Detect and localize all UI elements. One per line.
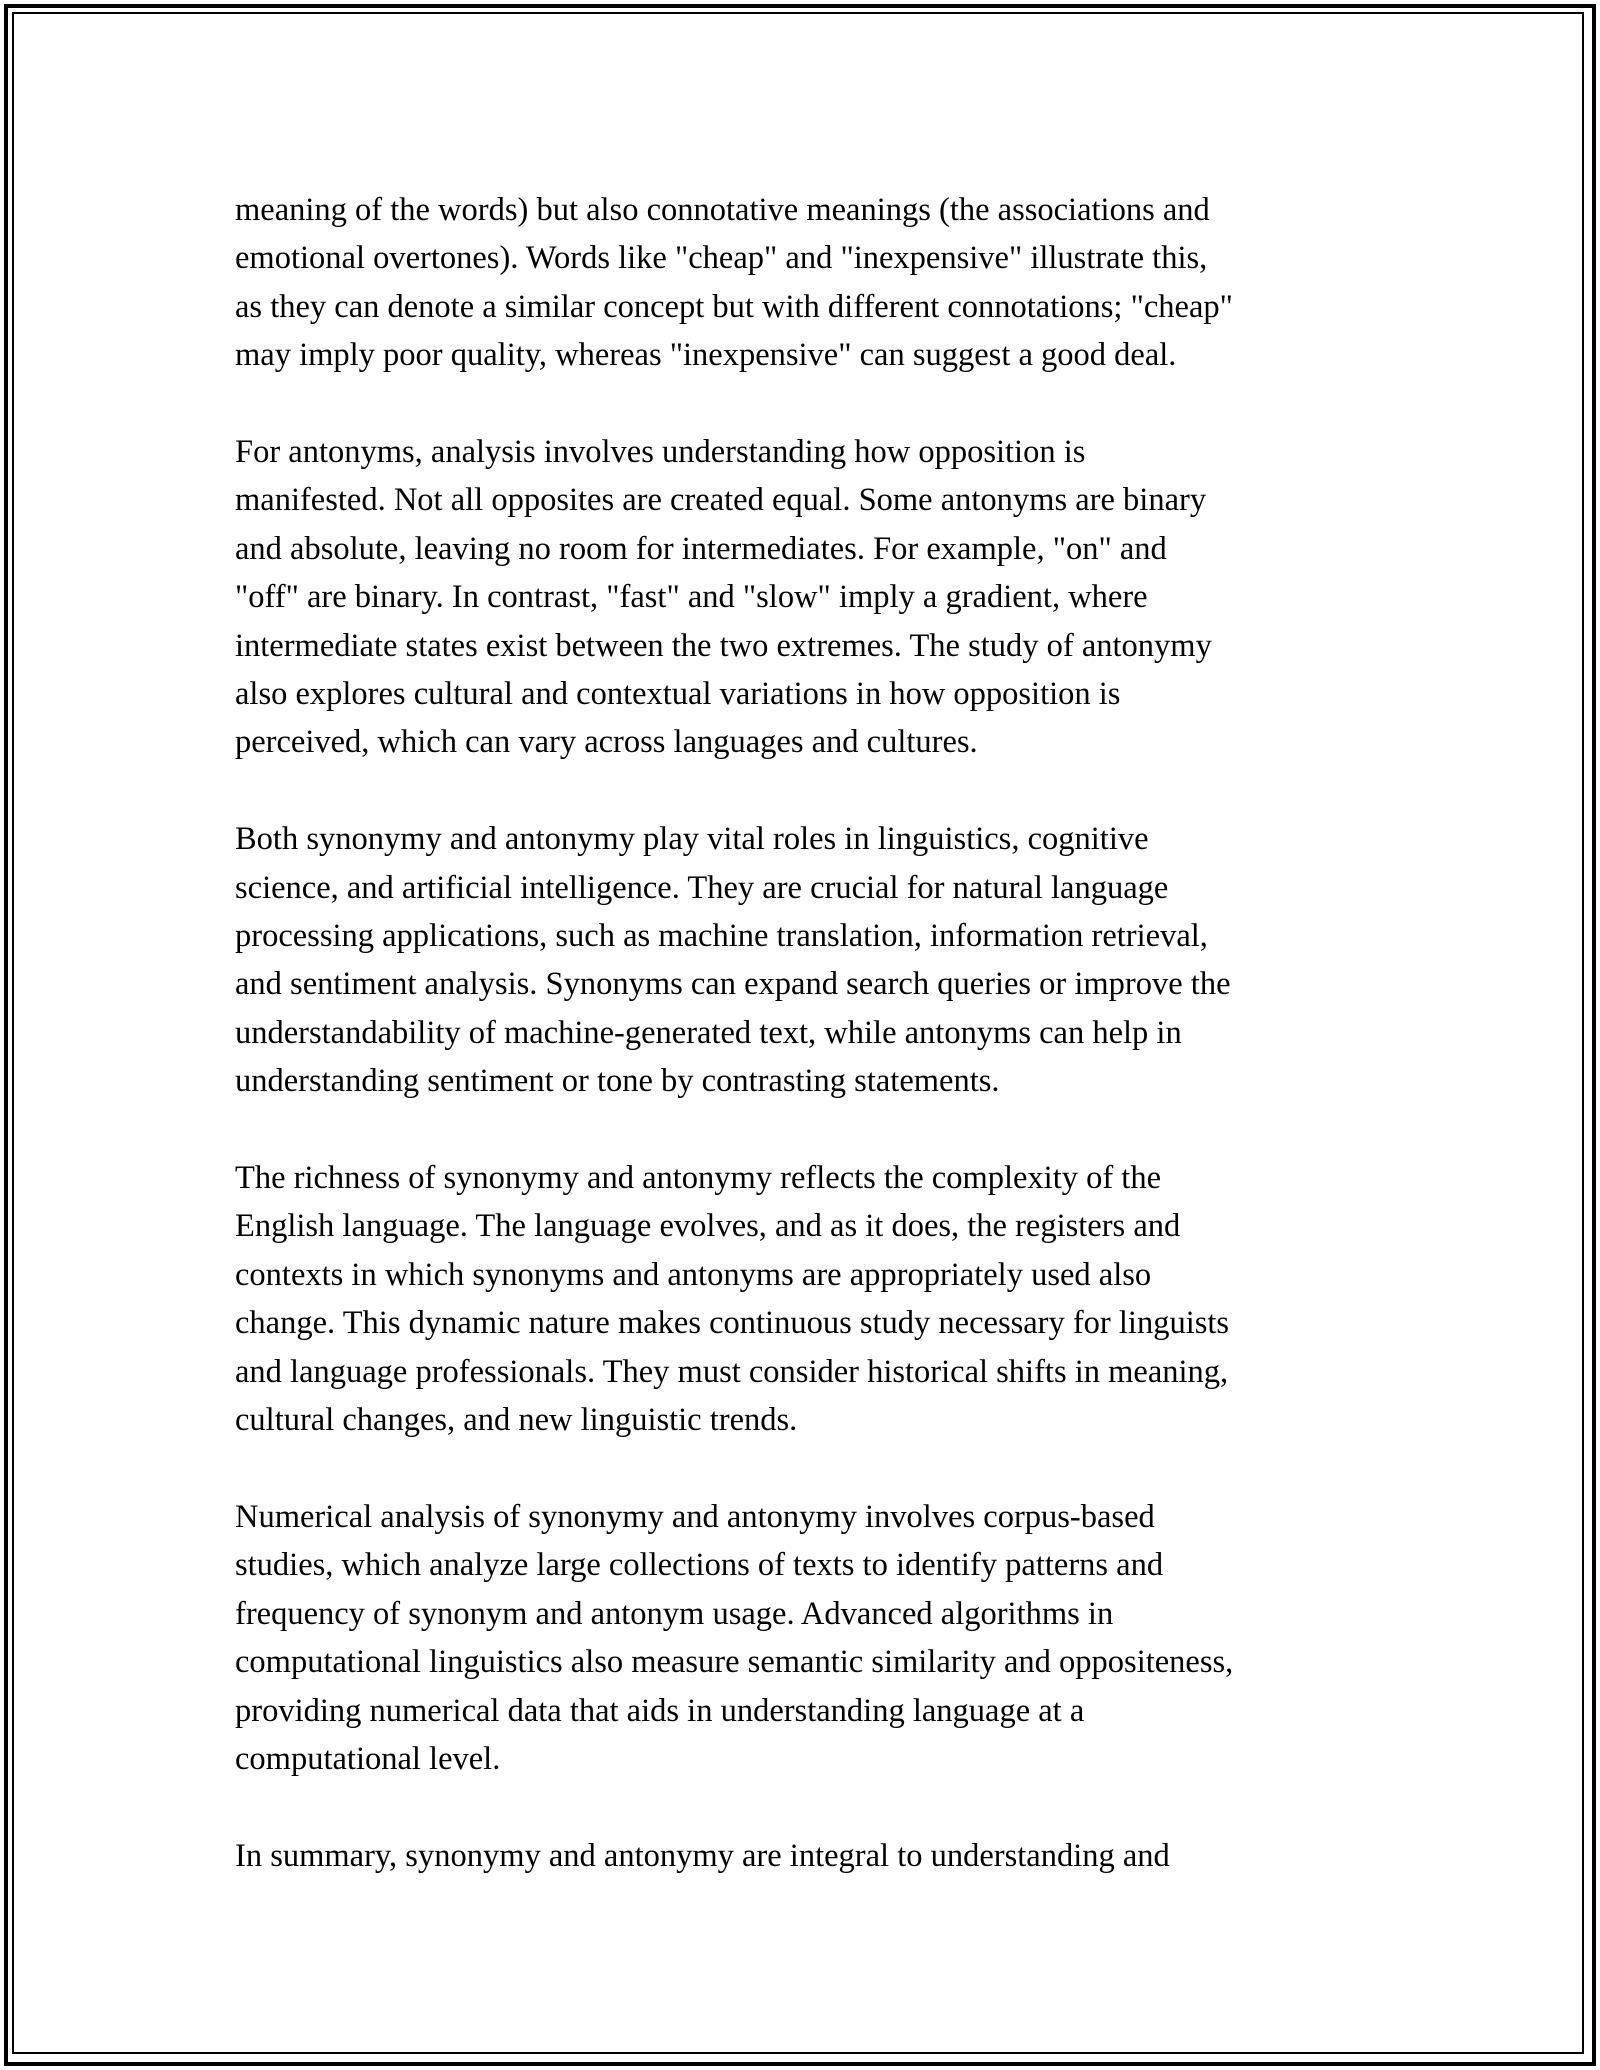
paragraph-numerical-analysis [235,1493,1365,1783]
text-line: The richness of synonymy and antonymy reflects the complexity of the [235,1160,1162,1197]
text-line: change. This dynamic nature makes continuous study necessary for linguists [235,1305,1230,1342]
paragraph-connotation [235,186,1365,380]
text-line: In summary, synonymy and antonymy are integral to understanding and [235,1837,1170,1874]
text-line: emotional overtones). Words like "cheap" and "inexpensive" illustrate this, [235,240,1208,277]
text-line: understanding sentiment or tone by contrasting statements. [235,1063,1000,1100]
text-line: studies, which analyze large collections of texts to identify patterns and [235,1547,1164,1584]
paragraph-summary [235,1832,1365,1880]
text-line: understandability of machine-generated text, while antonyms can help in [235,1014,1182,1051]
text-line: processing applications, such as machine translation, information retrieval, [235,918,1208,955]
document-body [235,186,1365,1929]
text-line: intermediate states exist between the two extremes. The study of antonymy [235,627,1212,664]
text-line: as they can denote a similar concept but with different connotations; "cheap" [235,288,1233,325]
text-line: computational linguistics also measure semantic similarity and oppositeness, [235,1644,1234,1681]
text-line: Both synonymy and antonymy play vital roles in linguistics, cognitive [235,821,1149,858]
text-line: may imply poor quality, whereas "inexpensive" can suggest a good deal. [235,337,1177,374]
text-line: manifested. Not all opposites are created equal. Some antonyms are binary [235,482,1207,519]
text-line: English language. The language evolves, and as it does, the registers and [235,1208,1181,1245]
text-line: frequency of synonym and antonym usage. Advanced algorithms in [235,1595,1114,1632]
text-line: meaning of the words) but also connotative meanings (the associations and [235,192,1210,228]
paragraph-applications [235,815,1365,1105]
text-line: perceived, which can vary across languages and cultures. [235,724,978,761]
text-line: computational level. [235,1740,501,1777]
text-line: and absolute, leaving no room for intermediates. For example, "on" and [235,530,1167,567]
text-line: and language professionals. They must consider historical shifts in meaning, [235,1353,1229,1390]
text-line: also explores cultural and contextual variations in how opposition is [235,676,1121,713]
text-line: "off" are binary. In contrast, "fast" and "slow" imply a gradient, where [235,579,1148,616]
text-line: For antonyms, analysis involves understanding how opposition is [235,434,1086,471]
text-line: Numerical analysis of synonymy and antonymy involves corpus-based [235,1498,1155,1535]
paragraph-antonyms [235,428,1365,767]
text-line: science, and artificial intelligence. They are crucial for natural language [235,869,1169,906]
text-line: providing numerical data that aids in understanding language at a [235,1692,1085,1729]
paragraph-richness [235,1154,1365,1444]
text-line: and sentiment analysis. Synonyms can expand search queries or improve the [235,966,1231,1003]
text-line: contexts in which synonyms and antonyms are appropriately used also [235,1256,1152,1293]
text-line: cultural changes, and new linguistic trends. [235,1402,798,1439]
